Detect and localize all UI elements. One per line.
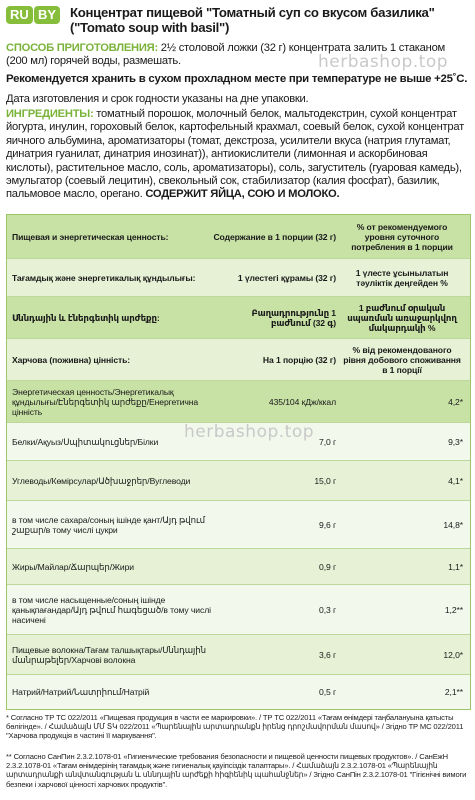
header-cell: Содержание в 1 порции (32 г) [213, 231, 336, 242]
header-cell: Харчова (поживна) цінність: [12, 354, 131, 365]
table-row [7, 501, 470, 549]
table-row [7, 549, 470, 585]
nutrient-amount: 7,0 г [319, 436, 336, 447]
preparation-text: 2½ столовой ложки (32 г) концентрата залить 1 стаканом (200 мл) горячей воды, размешать. [6, 42, 445, 68]
table-row [7, 585, 470, 635]
watermark-middle: herbashop.top [184, 422, 315, 442]
nutrient-name: в том числе насыщенные/соның ішінде қанықпағандар/Այդ թվում հագեցած/в тому числі насичені [12, 594, 211, 625]
allergen-note: СОДЕРЖИТ ЯЙЦА, СОЮ И МОЛОКО. [145, 188, 340, 201]
nutrient-percent: 12,0* [443, 649, 463, 660]
nutrient-amount: 9,6 г [319, 519, 336, 530]
footnote-1: * Согласно ТР ТС 022/2011 «Пищевая продукция в части ее маркировки». / ТР ТС 022/2011 «Тағам өнімдері таңбалануына қатысты бөлігінде». / Համաձայն ՄՄ ՏԿ 022/2011 «Պարենային արտադրանքն իրենց դրոշմավորման մասով» / Згідно ТР МС 022/2011 "Харчова продукція в частині її маркування". [6, 713, 464, 741]
header-cell: 1 բաժնում օրական սպառման առաջարկվող մակարդակի % [347, 302, 457, 333]
ingredients-text: томатный порошок, молочный белок, мальтодекстрин, сухой концентрат йогурта, инулин, гороховый белок, картофельный крахмал, соевый белок, сухой концентрат яичного альбумина, ароматизаторы (томат, декстроза, усилители вкуса (натрия глутамат, динатрия гуанилат, динатрия инозинат)), антиокислители (лимонная и аскорбиновая кислоты), растительное масло, соль, ароматизаторы), соль, загуститель (гуаровая камедь), эмульгатор (соевый лецитин), свекольный сок, стабилизатор (калия фосфат), базилик, пальмовое масло, орегано. [6, 108, 464, 201]
header-cell: Սննդային և էներգետիկ արժեքը: [12, 312, 160, 323]
table-header-row [7, 339, 470, 381]
table-row [7, 635, 470, 675]
watermark-top: herbashop.top [318, 52, 449, 72]
product-title: Концентрат пищевой "Томатный суп со вкусом базилика" ("Tomato soup with basil") [70, 5, 435, 35]
nutrient-amount: 0,3 г [319, 604, 336, 615]
nutrient-name: Белки/Ақуыз/Սպիտակուցներ/Білки [12, 436, 159, 447]
header-cell: % от рекомендуемого уровня суточного потребления в 1 порции [351, 221, 453, 252]
header-cell: На 1 порцію (32 г) [262, 354, 336, 365]
nutrient-percent: 4,1* [448, 475, 463, 486]
nutrient-name: Жиры/Майлар/Ճարպեր/Жири [12, 561, 134, 572]
storage-note: Рекомендуется хранить в сухом прохладном месте при температуре не выше +25˚С. [6, 73, 468, 85]
nutrient-amount: 3,6 г [319, 649, 336, 660]
nutrient-percent: 9,3* [448, 436, 463, 447]
badge-by: BY [34, 6, 60, 24]
nutrient-name: в том числе сахара/соның ішінде қант/Այդ թվում շաքար/в тому числі цукри [12, 514, 205, 535]
nutrient-amount: 435/104 кДж/ккал [268, 396, 336, 407]
nutrient-amount: 0,9 г [319, 561, 336, 572]
nutrient-amount: 15,0 г [314, 475, 336, 486]
nutrient-name: Натрий/Натрий/Նատրիում/Натрій [12, 687, 150, 697]
nutrient-name: Углеводы/Көмірсулар/Ածխաջրեր/Вуглеводи [12, 475, 191, 486]
header-cell: % від рекомендованого рівня добового споживання в 1 порції [343, 344, 461, 375]
table-row [7, 381, 470, 423]
table-row [7, 675, 470, 709]
footnote-2: ** Согласно СанПин 2.3.2.1078-01 «Гигиенические требования безопасности и пищевой ценности пищевых продуктов». / СанЕжН 2.3.2.1078-01 «Тағам өнімдерінің тағамдық және гигиеналық қауіпсіздік талаптары». / Համաձայն 2.3.2.1078-01 «Պարենային արտադրանքի անվտանգության և սննդային արժեքի հիգիենիկ պահանջներ» / Згідно СанПін 2.3.2.1078-01 "Гігієнічні вимоги безпеки і харчової цінності харчових продуктів". [6, 752, 467, 789]
nutrient-percent: 4,2* [448, 396, 463, 407]
header-cell: Тағамдық және энергетикалық құндылығы: [12, 272, 196, 283]
table-header-row [7, 215, 470, 259]
nutrient-percent: 14,8* [443, 519, 463, 530]
nutrition-table [6, 214, 471, 710]
header [6, 6, 469, 36]
nutrient-name: Энергетическая ценность/Энергетикалық құндылығы/Էներգետիկ արժեքը/Енергетична цінність [12, 386, 199, 417]
ingredients-paragraph [6, 108, 469, 202]
nutrient-percent: 2,1** [444, 687, 463, 697]
nutrient-percent: 1,2** [444, 604, 463, 615]
header-cell: 1 үлесте ұсынылатын тәуліктік деңгейден % [355, 267, 449, 288]
header-cell: Пищевая и энергетическая ценность: [12, 231, 169, 242]
preparation-label: СПОСОБ ПРИГОТОВЛЕНИЯ: [6, 42, 158, 54]
table-header-row [7, 297, 470, 339]
nutrient-name: Пищевые волокна/Тағам талшықтары/Սննդային մանրաթելեր/Харчові волокна [12, 644, 206, 665]
header-cell: Բաղադրությունը 1 բաժնում (32 գ) [251, 307, 336, 328]
badge-ru: RU [6, 6, 33, 24]
ingredients-label: ИНГРЕДИЕНТЫ: [6, 108, 94, 120]
table-row [7, 461, 470, 501]
table-header-row [7, 259, 470, 297]
date-note: Дата изготовления и срок годности указаны на дне упаковки. [6, 93, 309, 105]
nutrient-percent: 1,1* [448, 561, 463, 572]
nutrient-amount: 0,5 г [319, 687, 336, 697]
header-cell: 1 үлестегі құрамы (32 г) [237, 272, 336, 283]
